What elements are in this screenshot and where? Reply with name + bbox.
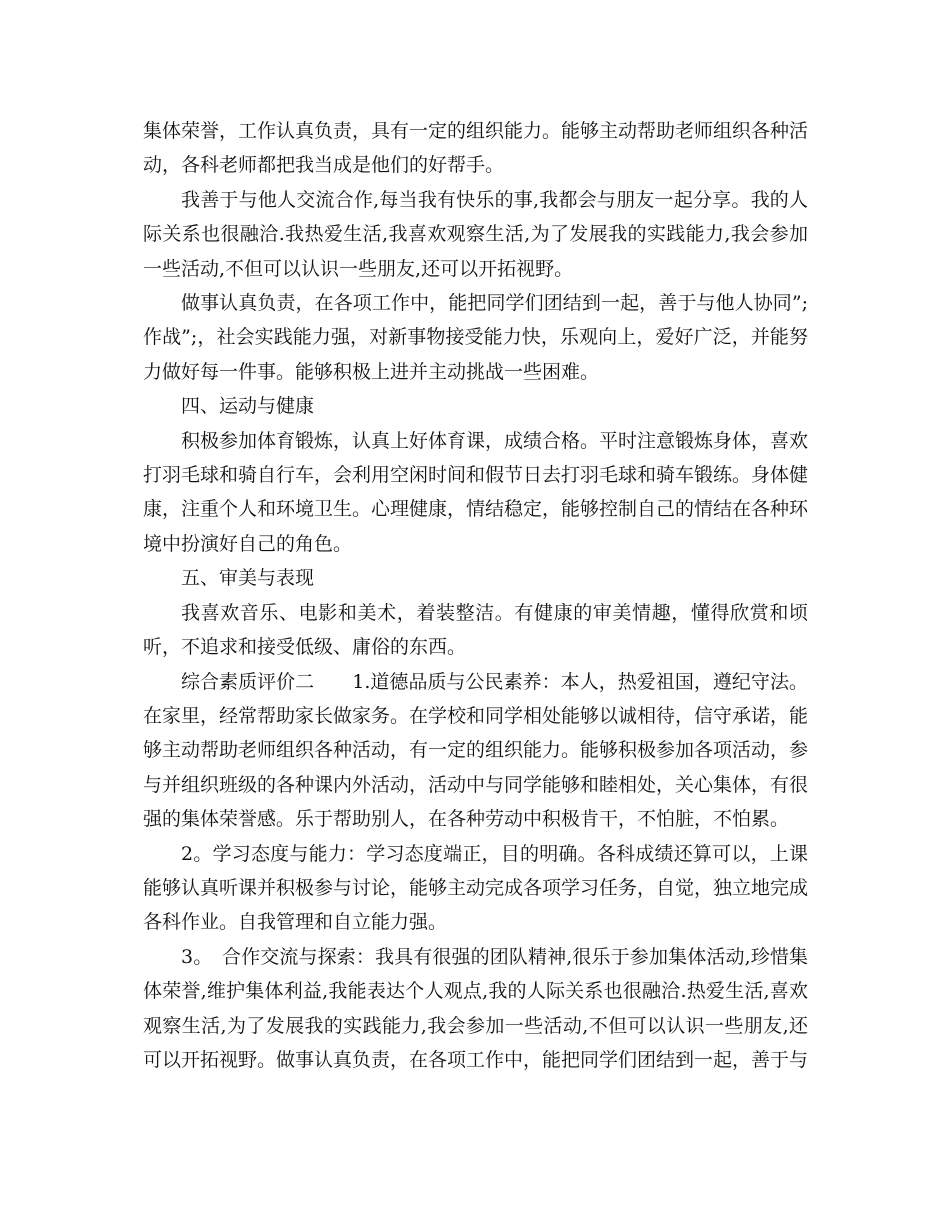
paragraph-aesthetics: 我喜欢音乐、电影和美术，着装整洁。有健康的审美情趣，懂得欣赏和顷听，不追求和接受低级、庸俗的东西。 [143, 601, 808, 659]
paragraph-sports-health: 积极参加体育锻炼，认真上好体育课，成绩合格。平时注意锻炼身体，喜欢打羽毛球和骑自行车，会利用空闲时间和假节日去打羽毛球和骑车锻练。身体健康，注重个人和环境卫生。心理健康，情结稳定，能够控制自己的情结在各种环境中扮演好自己的角色。 [143, 429, 809, 555]
section-heading-aesthetics: 五、审美与表现 [181, 567, 315, 590]
paragraph-continued: 集体荣誉，工作认真负责，具有一定的组织能力。能够主动帮助老师组织各种活动，各科老师都把我当成是他们的好帮手。 [143, 120, 809, 177]
document-body [143, 114, 808, 1077]
paragraph-evaluation-two-morality: 综合素质评价二 1.道德品质与公民素养：本人，热爱祖国，遵纪守法。在家里，经常帮助家长做家务。在学校和同学相处能够以诚相待，信守承诺，能够主动帮助老师组织各种活动，有一定的组织能力。能够积极参加各项活动，参与并组织班级的各种课内外活动，活动中与同学能够和睦相处，关心集体，有很强的集体荣誉感。乐于帮助别人，在各种劳动中积极肯干，不怕脏，不怕累。 [143, 670, 809, 831]
paragraph-cooperation: 3。 合作交流与探索：我具有很强的团队精神,很乐于参加集体活动,珍惜集体荣誉,维护集体利益,我能表达个人观点,我的人际关系也很融洽.热爱生活,喜欢观察生活,为了发展我的实践能力,我会参加一些活动,不但可以认识一些朋友,还可以开拓视野。做事认真负责，在各项工作中，能把同学们团结到一起，善于与 [143, 945, 809, 1071]
section-heading-sports-health: 四、运动与健康 [181, 395, 315, 418]
paragraph-communication: 我善于与他人交流合作,每当我有快乐的事,我都会与朋友一起分享。我的人际关系也很融洽.我热爱生活,我喜欢观察生活,为了发展我的实践能力,我会参加一些活动,不但可以认识一些朋友,还可以开拓视野。 [143, 188, 808, 280]
paragraph-learning-attitude: 2。学习态度与能力：学习态度端正，目的明确。各科成绩还算可以，上课能够认真听课并积极参与讨论，能够主动完成各项学习任务，自觉，独立地完成各科作业。自我管理和自立能力强。 [143, 842, 809, 934]
paragraph-responsibility: 做事认真负责，在各项工作中，能把同学们团结到一起，善于与他人协同”;作战”;，社会实践能力强，对新事物接受能力快，乐观向上，爱好广泛，并能努力做好每一件事。能够积极上进并主动挑战一些困难。 [143, 292, 808, 383]
